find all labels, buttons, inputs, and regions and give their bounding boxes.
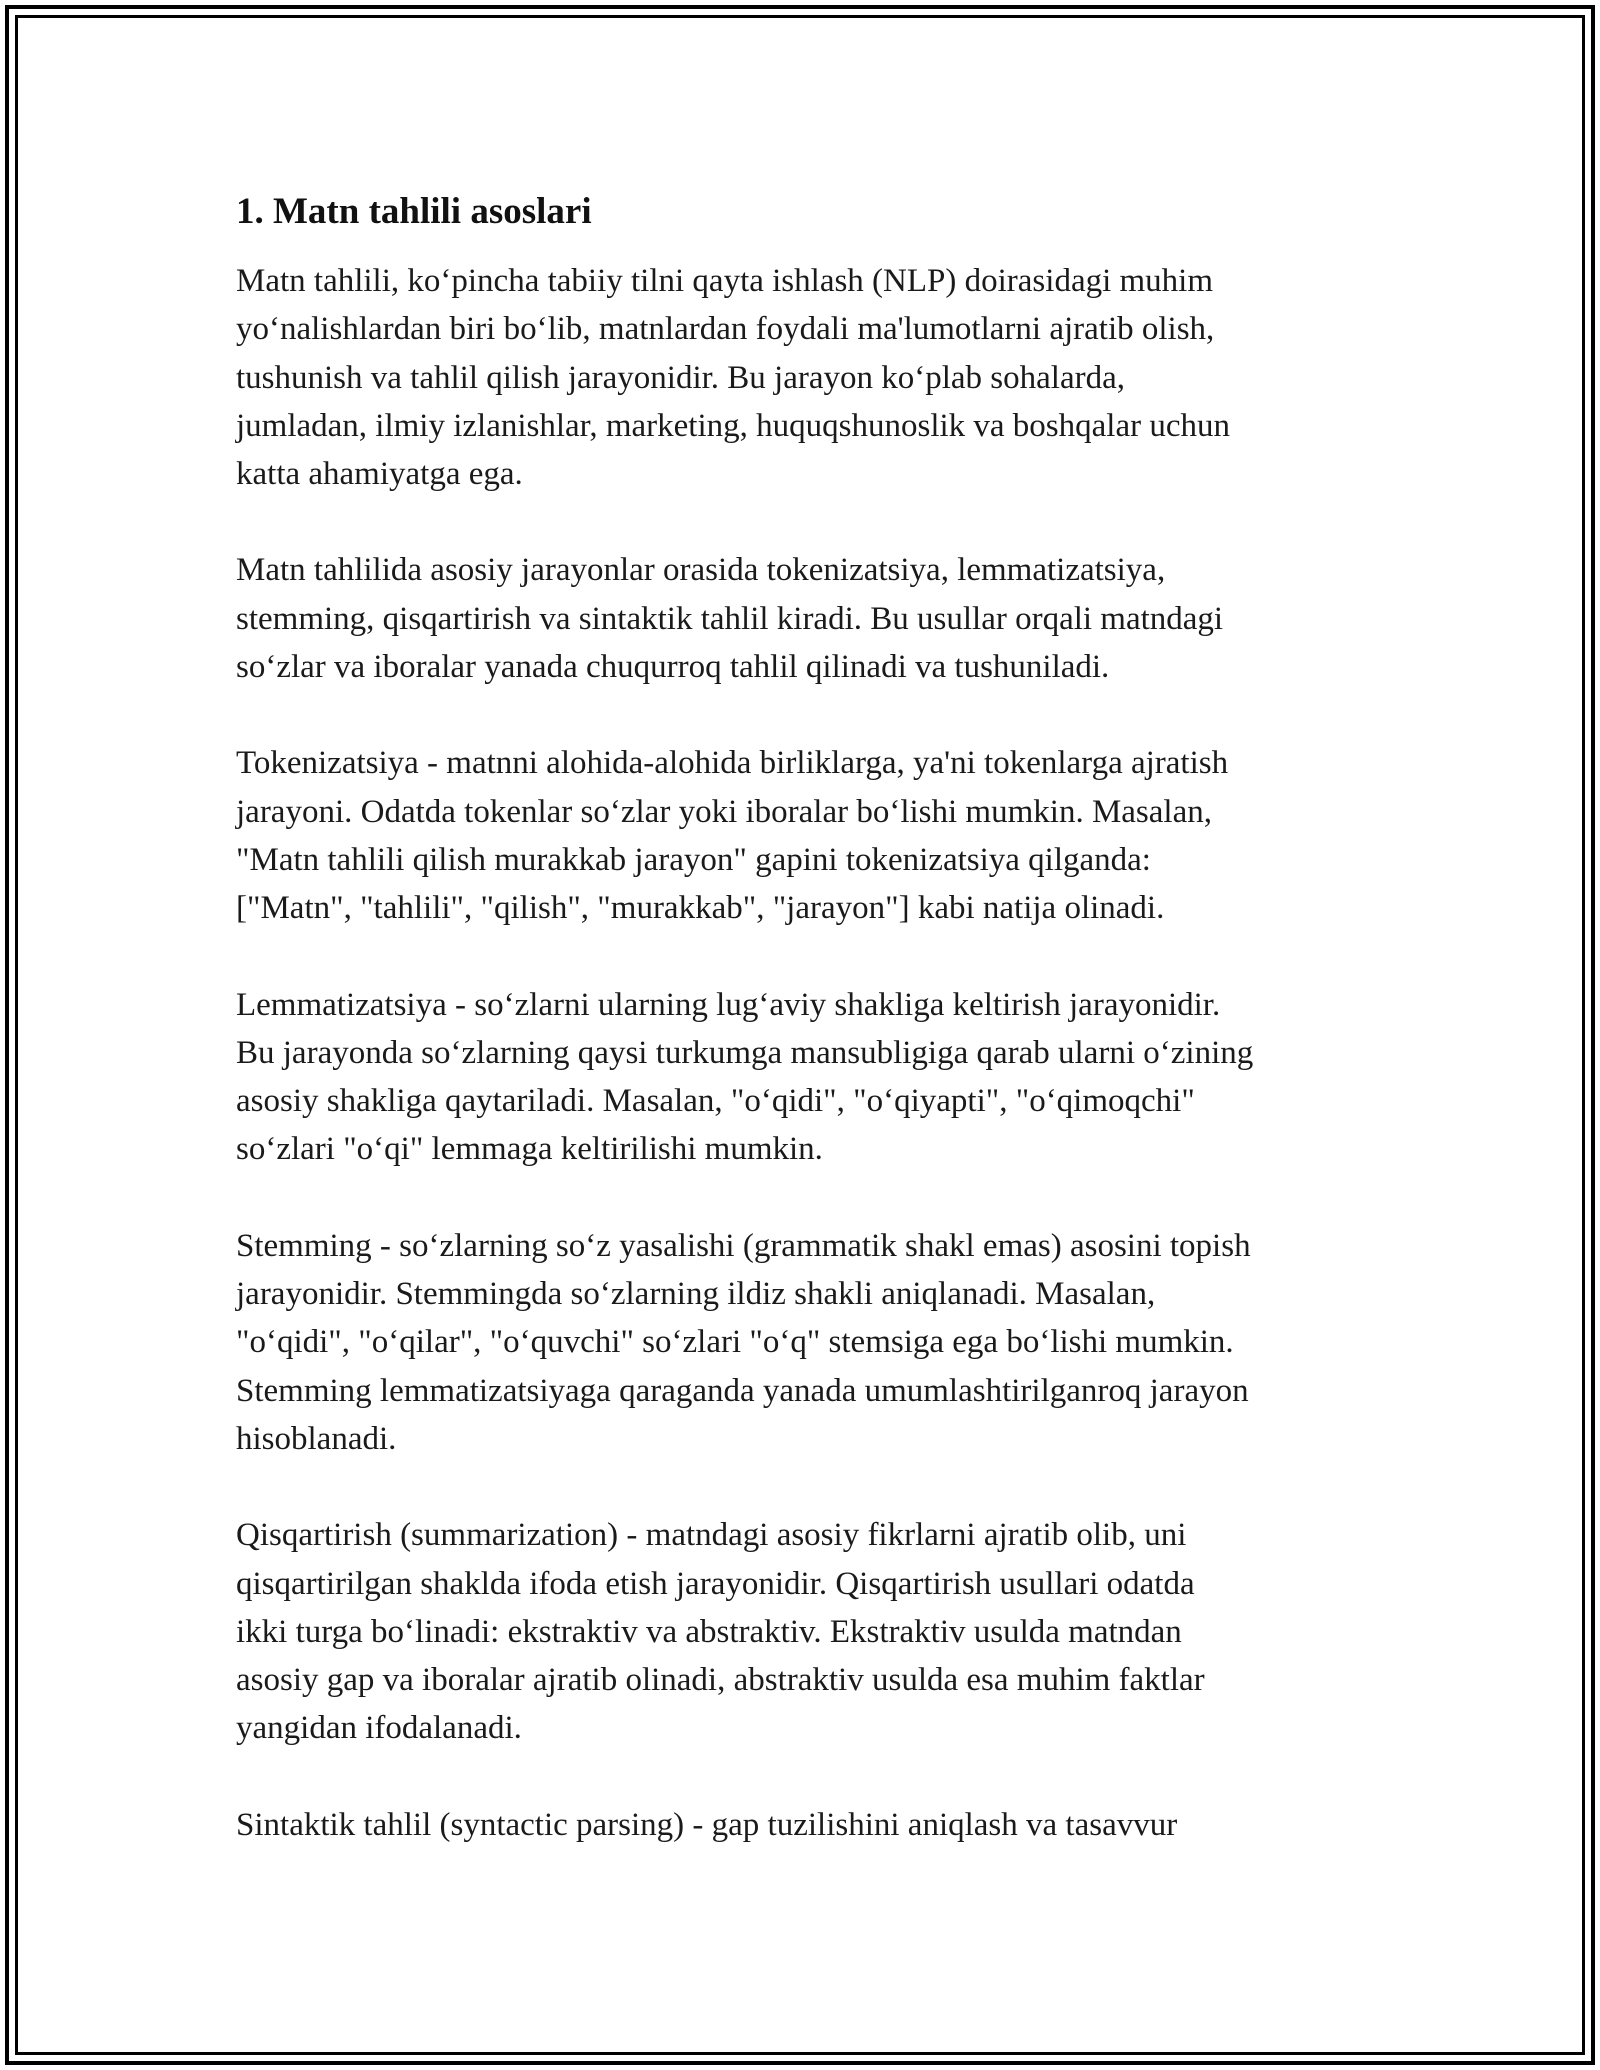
paragraph-main-processes <box>236 546 1396 691</box>
text-line: Matn tahlili, ko‘pincha tabiiy tilni qayta ishlash (NLP) doirasidagi muhim <box>236 263 1214 299</box>
text-line: ["Matn", "tahlili", "qilish", "murakkab", "jarayon"] kabi natija olinadi. <box>236 890 1165 927</box>
text-line: jarayonidir. Stemmingda so‘zlarning ildiz shakli aniqlanadi. Masalan, <box>236 1276 1156 1313</box>
text-line: Bu jarayonda so‘zlarning qaysi turkumga mansubligiga qarab ularni o‘zining <box>236 1034 1254 1071</box>
paragraph-syntactic-parsing <box>236 1801 1396 1849</box>
section-heading: 1. Matn tahlili asoslari <box>236 191 592 232</box>
paragraph-intro <box>236 257 1396 498</box>
text-line: "Matn tahlili qilish murakkab jarayon" gapini tokenizatsiya qilganda: <box>236 841 1151 878</box>
text-line: Stemming lemmatizatsiyaga qaraganda yanada umumlashtirilganroq jarayon <box>236 1372 1249 1409</box>
paragraph-lemmatization <box>236 981 1396 1174</box>
document-body <box>236 186 1396 1897</box>
text-line: Tokenizatsiya - matnni alohida-alohida birliklarga, ya'ni tokenlarga ajratish <box>236 745 1229 782</box>
text-line: qisqartirilgan shaklda ifoda etish jarayonidir. Qisqartirish usullari odatda <box>236 1565 1195 1602</box>
paragraph-summarization <box>236 1511 1396 1752</box>
text-line: yangidan ifodalanadi. <box>236 1710 522 1747</box>
text-line: Lemmatizatsiya - so‘zlarni ularning lug‘aviy shakliga keltirish jarayonidir. <box>236 986 1221 1023</box>
text-line: Matn tahlilida asosiy jarayonlar orasida tokenizatsiya, lemmatizatsiya, <box>236 552 1166 589</box>
text-line: "o‘qidi", "o‘qilar", "o‘quvchi" so‘zlari "o‘q" stemsiga ega bo‘lishi mumkin. <box>236 1324 1234 1361</box>
text-line: tushunish va tahlil qilish jarayonidir. Bu jarayon ko‘plab sohalarda, <box>236 359 1126 396</box>
text-line: asosiy shakliga qaytariladi. Masalan, "o‘qidi", "o‘qiyapti", "o‘qimoqchi" <box>236 1083 1195 1120</box>
text-line: stemming, qisqartirish va sintaktik tahlil kiradi. Bu usullar orqali matndagi <box>236 600 1224 637</box>
text-line: jumladan, ilmiy izlanishlar, marketing, huquqshunoslik va boshqalar uchun <box>236 407 1230 444</box>
text-line: yo‘nalishlardan biri bo‘lib, matnlardan foydali ma'lumotlarni ajratib olish, <box>236 311 1215 348</box>
text-line: katta ahamiyatga ega. <box>236 456 523 493</box>
text-line: Stemming - so‘zlarning so‘z yasalishi (grammatik shakl emas) asosini topish <box>236 1227 1251 1264</box>
text-line: jarayoni. Odatda tokenlar so‘zlar yoki iboralar bo‘lishi mumkin. Masalan, <box>236 793 1212 830</box>
text-line: asosiy gap va iboralar ajratib olinadi, abstraktiv usulda esa muhim faktlar <box>236 1662 1205 1699</box>
text-line: so‘zlar va iboralar yanada chuqurroq tahlil qilinadi va tushuniladi. <box>236 649 1110 686</box>
text-line: hisoblanadi. <box>236 1420 397 1457</box>
text-line: ikki turga bo‘linadi: ekstraktiv va abstraktiv. Ekstraktiv usulda matndan <box>236 1613 1182 1650</box>
text-line: Qisqartirish (summarization) - matndagi asosiy fikrlarni ajratib olib, uni <box>236 1517 1187 1554</box>
paragraph-stemming <box>236 1222 1396 1463</box>
text-line: Sintaktik tahlil (syntactic parsing) - gap tuzilishini aniqlash va tasavvur <box>236 1806 1178 1843</box>
paragraph-tokenization <box>236 739 1396 932</box>
text-line: so‘zlari "o‘qi" lemmaga keltirilishi mumkin. <box>236 1131 823 1168</box>
